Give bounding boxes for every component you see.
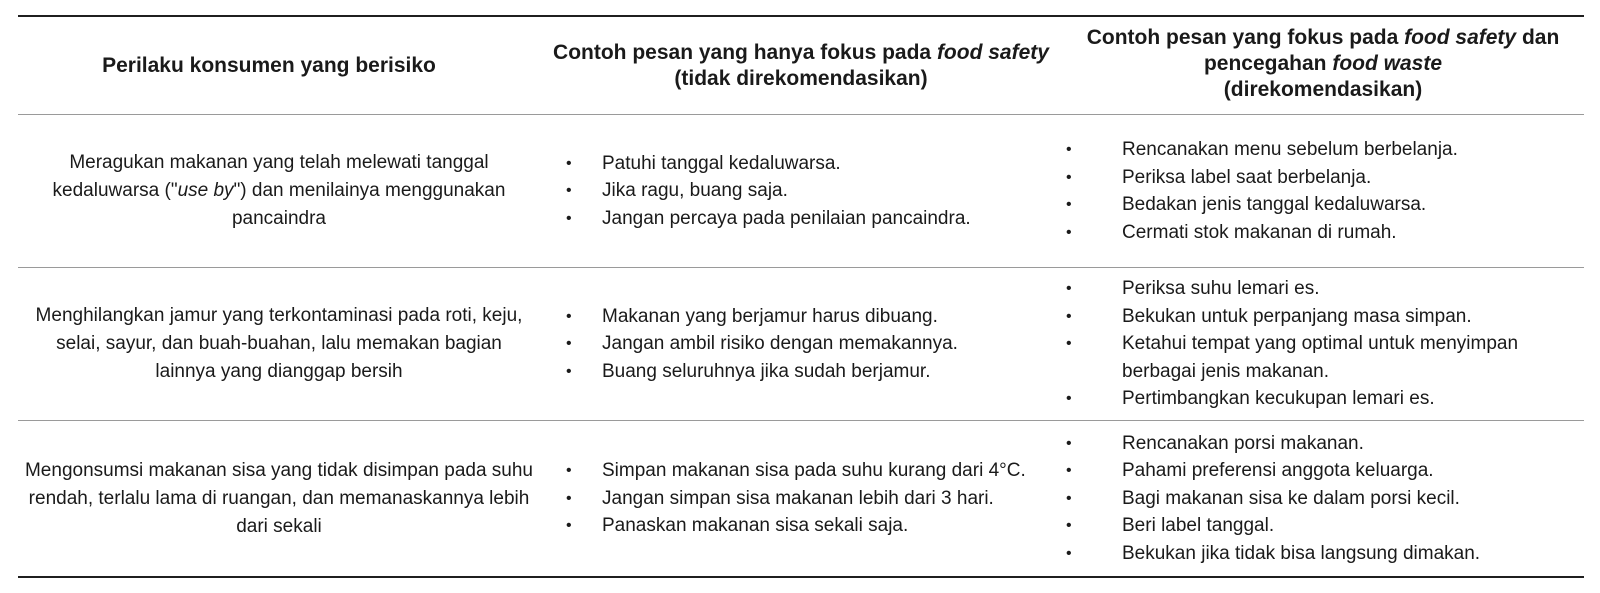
recommended-cell bbox=[1062, 136, 1584, 246]
list-item: • Periksa label saat berbelanja. bbox=[1062, 164, 1584, 192]
list-item: • Jangan simpan sisa makanan lebih dari 3 hari. bbox=[560, 485, 1062, 513]
behavior-text-suffix: ") dan menilainya menggunakan pancaindra bbox=[231, 180, 506, 229]
table-row bbox=[18, 421, 1584, 576]
behavior-text-prefix: Meragukan makanan yang telah melewati tanggal kedaluwarsa (" bbox=[52, 152, 489, 201]
risky-behavior-cell: Mengonsumsi makanan sisa yang tidak disimpan pada suhu rendah, terlalu lama di ruangan, dan memanaskannya lebih dari sekali bbox=[24, 459, 534, 537]
recommended-cell bbox=[1062, 430, 1584, 568]
list-item: • Periksa suhu lemari es. bbox=[1062, 275, 1584, 303]
list-item: • Beri label tanggal. bbox=[1062, 512, 1584, 540]
list-item: • Pertimbangkan kecukupan lemari es. bbox=[1062, 385, 1584, 413]
food-safety-list bbox=[540, 303, 1062, 386]
food-safety-cell bbox=[540, 303, 1062, 386]
list-item: • Bekukan jika tidak bisa langsung dimakan. bbox=[1062, 540, 1584, 568]
risky-behavior-cell: Menghilangkan jamur yang terkontaminasi pada roti, keju, selai, sayur, dan buah-buahan, lalu memakan bagian lainnya yang dianggap bersih bbox=[35, 305, 523, 382]
food-safety-cell bbox=[540, 457, 1062, 540]
list-item: • Simpan makanan sisa pada suhu kurang dari 4°C. bbox=[560, 457, 1062, 485]
list-item: • Bedakan jenis tanggal kedaluwarsa. bbox=[1062, 191, 1584, 219]
header-col2-prefix: Contoh pesan yang hanya fokus pada bbox=[553, 40, 937, 64]
table-row bbox=[18, 268, 1584, 421]
list-item: • Makanan yang berjamur harus dibuang. bbox=[560, 303, 1062, 331]
header-col3-em1: food safety bbox=[1404, 25, 1517, 49]
list-item: • Panaskan makanan sisa sekali saja. bbox=[560, 512, 1062, 540]
table-row bbox=[18, 115, 1584, 268]
list-item: • Pahami preferensi anggota keluarga. bbox=[1062, 457, 1584, 485]
header-col3-mid: dan pencegahan bbox=[1203, 25, 1560, 75]
header-risky-behavior bbox=[18, 53, 540, 79]
list-item: • Cermati stok makanan di rumah. bbox=[1062, 219, 1584, 247]
recommended-list bbox=[1062, 136, 1584, 246]
header-col3-prefix: Contoh pesan yang fokus pada bbox=[1086, 25, 1405, 49]
header-col3-em2: food waste bbox=[1332, 51, 1443, 75]
list-item: • Jangan ambil risiko dengan memakannya. bbox=[560, 330, 1062, 358]
header-food-safety-only bbox=[540, 40, 1062, 92]
list-item: • Rencanakan porsi makanan. bbox=[1062, 430, 1584, 458]
list-item: • Jangan percaya pada penilaian pancaindra. bbox=[560, 205, 1062, 233]
food-safety-list bbox=[540, 457, 1062, 540]
list-item: • Buang seluruhnya jika sudah berjamur. bbox=[560, 358, 1062, 386]
list-item: • Ketahui tempat yang optimal untuk menyimpan berbagai jenis makanan. bbox=[1062, 330, 1584, 385]
food-safety-list bbox=[540, 150, 1062, 233]
list-item: • Patuhi tanggal kedaluwarsa. bbox=[560, 150, 1062, 178]
food-safety-cell bbox=[540, 150, 1062, 233]
behavior-text-em: use by bbox=[177, 180, 234, 201]
list-item: • Bagi makanan sisa ke dalam porsi kecil. bbox=[1062, 485, 1584, 513]
header-food-safety-and-waste bbox=[1062, 25, 1584, 103]
list-item: • Rencanakan menu sebelum berbelanja. bbox=[1062, 136, 1584, 164]
recommended-list bbox=[1062, 275, 1584, 413]
header-col3-suffix: (direkomendasikan) bbox=[1223, 77, 1423, 101]
recommended-list bbox=[1062, 430, 1584, 568]
list-item: • Bekukan untuk perpanjang masa simpan. bbox=[1062, 303, 1584, 331]
comparison-table bbox=[18, 15, 1584, 578]
risky-behavior-cell bbox=[18, 149, 540, 233]
table-header-row bbox=[18, 17, 1584, 115]
header-col2-em: food safety bbox=[936, 40, 1049, 64]
header-risky-behavior-text: Perilaku konsumen yang berisiko bbox=[102, 53, 436, 77]
recommended-cell bbox=[1062, 275, 1584, 413]
list-item: • Jika ragu, buang saja. bbox=[560, 177, 1062, 205]
header-col2-suffix: (tidak direkomendasikan) bbox=[674, 66, 928, 90]
